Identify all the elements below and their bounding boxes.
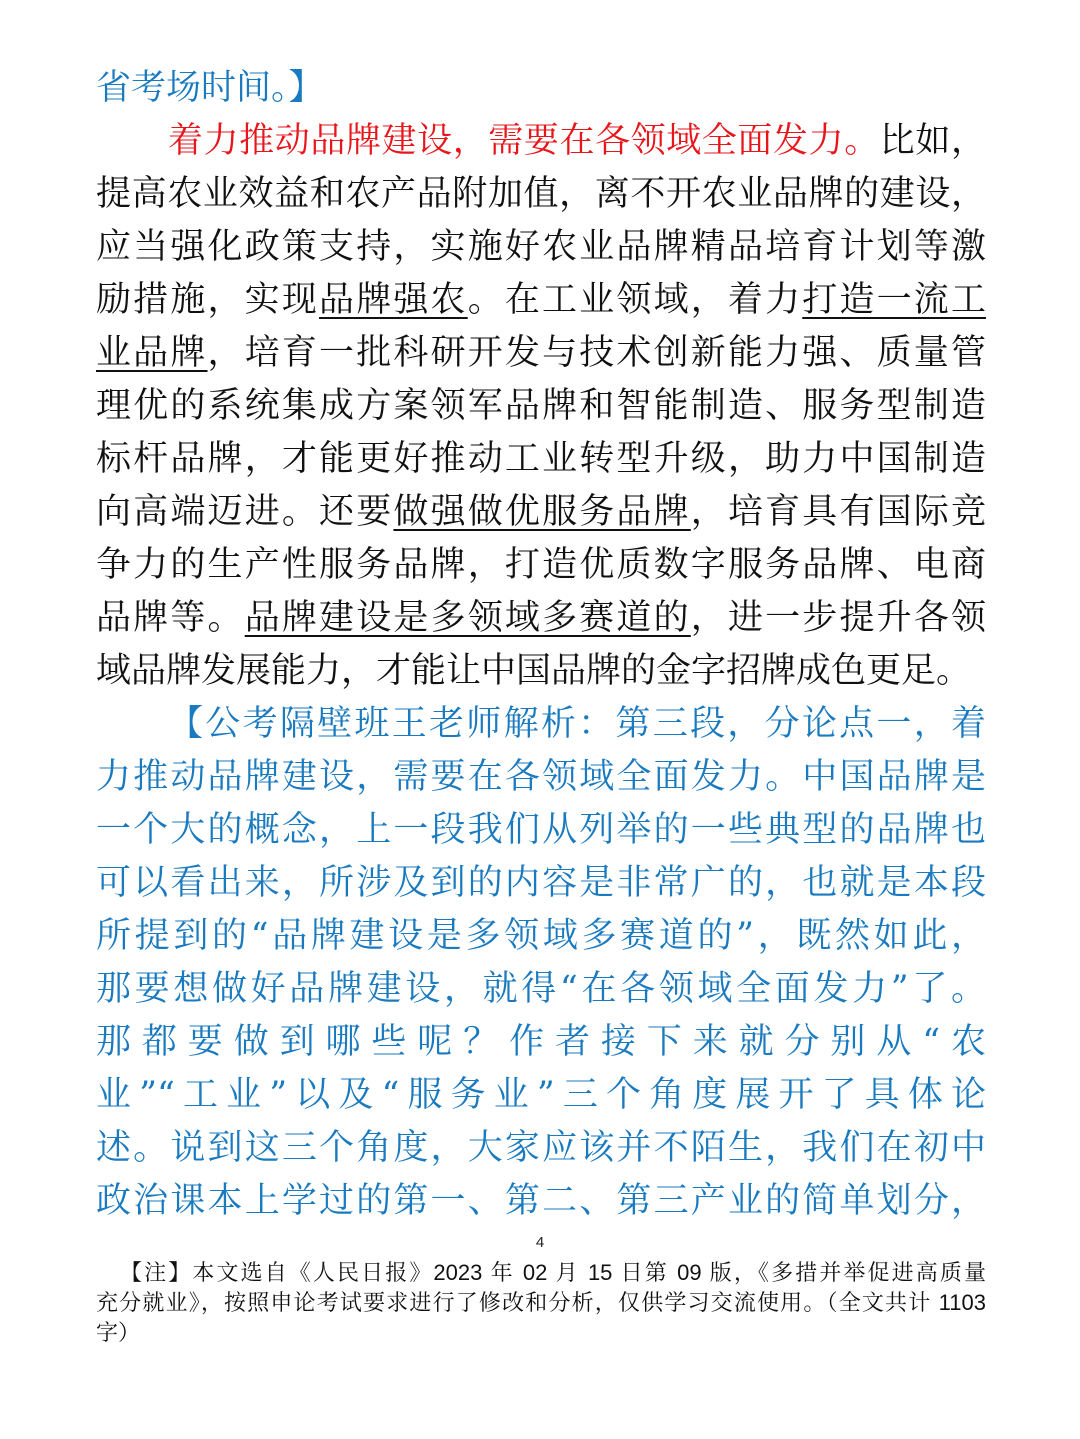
- paragraph-3-line: 着力推动品牌建设，需要在各领域全面发力。比如，: [168, 121, 986, 161]
- analysis-line: 力推动品牌建设，需要在各领域全面发力。中国品牌是: [96, 757, 986, 797]
- analysis-line: 政治课本上学过的第一、第二、第三产业的简单划分，: [96, 1181, 986, 1221]
- analysis-line: 业”“工业”以及“服务业”三个角度展开了具体论: [96, 1075, 986, 1115]
- paragraph-3-line: 品牌等。品牌建设是多领域多赛道的，进一步提升各领: [96, 598, 986, 638]
- analysis-line: 那都要做到哪些呢？作者接下来就分别从“农: [96, 1022, 986, 1062]
- analysis-line: 述。说到这三个角度，大家应该并不陌生，我们在初中: [96, 1128, 986, 1168]
- underlined-phrase: 品牌强农: [319, 280, 468, 320]
- page-number: 4: [535, 1234, 545, 1251]
- paragraph-3-line: 业品牌，培育一批科研开发与技术创新能力强、质量管: [96, 333, 986, 373]
- footnote-line: 字）: [96, 1320, 141, 1345]
- analysis-prev-tail: 省考场时间。】: [96, 68, 324, 108]
- analysis-line: 可以看出来，所涉及到的内容是非常广的，也就是本段: [96, 863, 986, 903]
- paragraph-3-line: 理优的系统集成方案领军品牌和智能制造、服务型制造: [96, 386, 986, 426]
- underlined-phrase: 做强做优服务品牌: [393, 492, 691, 532]
- footnote-line: 充分就业》，按照申论考试要求进行了修改和分析，仅供学习交流使用。（全文共计 1103: [96, 1290, 986, 1315]
- footnote-line: 【注】本文选自《人民日报》2023 年 02 月 15 日第 09 版，《多措并举促进高质量: [120, 1260, 986, 1285]
- paragraph-3-line: 域品牌发展能力，才能让中国品牌的金字招牌成色更足。: [96, 651, 972, 691]
- document-body: [96, 62, 986, 1228]
- paragraph-3-line: 励措施，实现品牌强农。在工业领域，着力打造一流工: [96, 280, 986, 320]
- analysis-line: 所提到的“品牌建设是多领域多赛道的”，既然如此，: [96, 916, 986, 956]
- analysis-line: 一个大的概念，上一段我们从列举的一些典型的品牌也: [96, 810, 986, 850]
- underlined-phrase: 打造一流工: [802, 280, 986, 320]
- underlined-phrase: 业品牌: [96, 333, 208, 373]
- paragraph-3-line: 标杆品牌，才能更好推动工业转型升级，助力中国制造: [96, 439, 986, 479]
- underlined-phrase: 品牌建设是多领域多赛道的: [244, 598, 691, 638]
- footnote: [96, 1258, 986, 1348]
- analysis-line: 那要想做好品牌建设，就得“在各领域全面发力”了。: [96, 969, 986, 1009]
- paragraph-3-line: 提高农业效益和农产品附加值，离不开农业品牌的建设，: [96, 174, 986, 214]
- paragraph-3-line: 争力的生产性服务品牌，打造优质数字服务品牌、电商: [96, 545, 986, 585]
- paragraph-3-heading: 着力推动品牌建设，需要在各领域全面发力。: [168, 121, 880, 161]
- analysis-line: 【公考隔壁班王老师解析：第三段，分论点一，着: [168, 704, 986, 744]
- paragraph-3-line: 应当强化政策支持，实施好农业品牌精品培育计划等激: [96, 227, 986, 267]
- paragraph-3-line: 向高端迈进。还要做强做优服务品牌，培育具有国际竞: [96, 492, 986, 532]
